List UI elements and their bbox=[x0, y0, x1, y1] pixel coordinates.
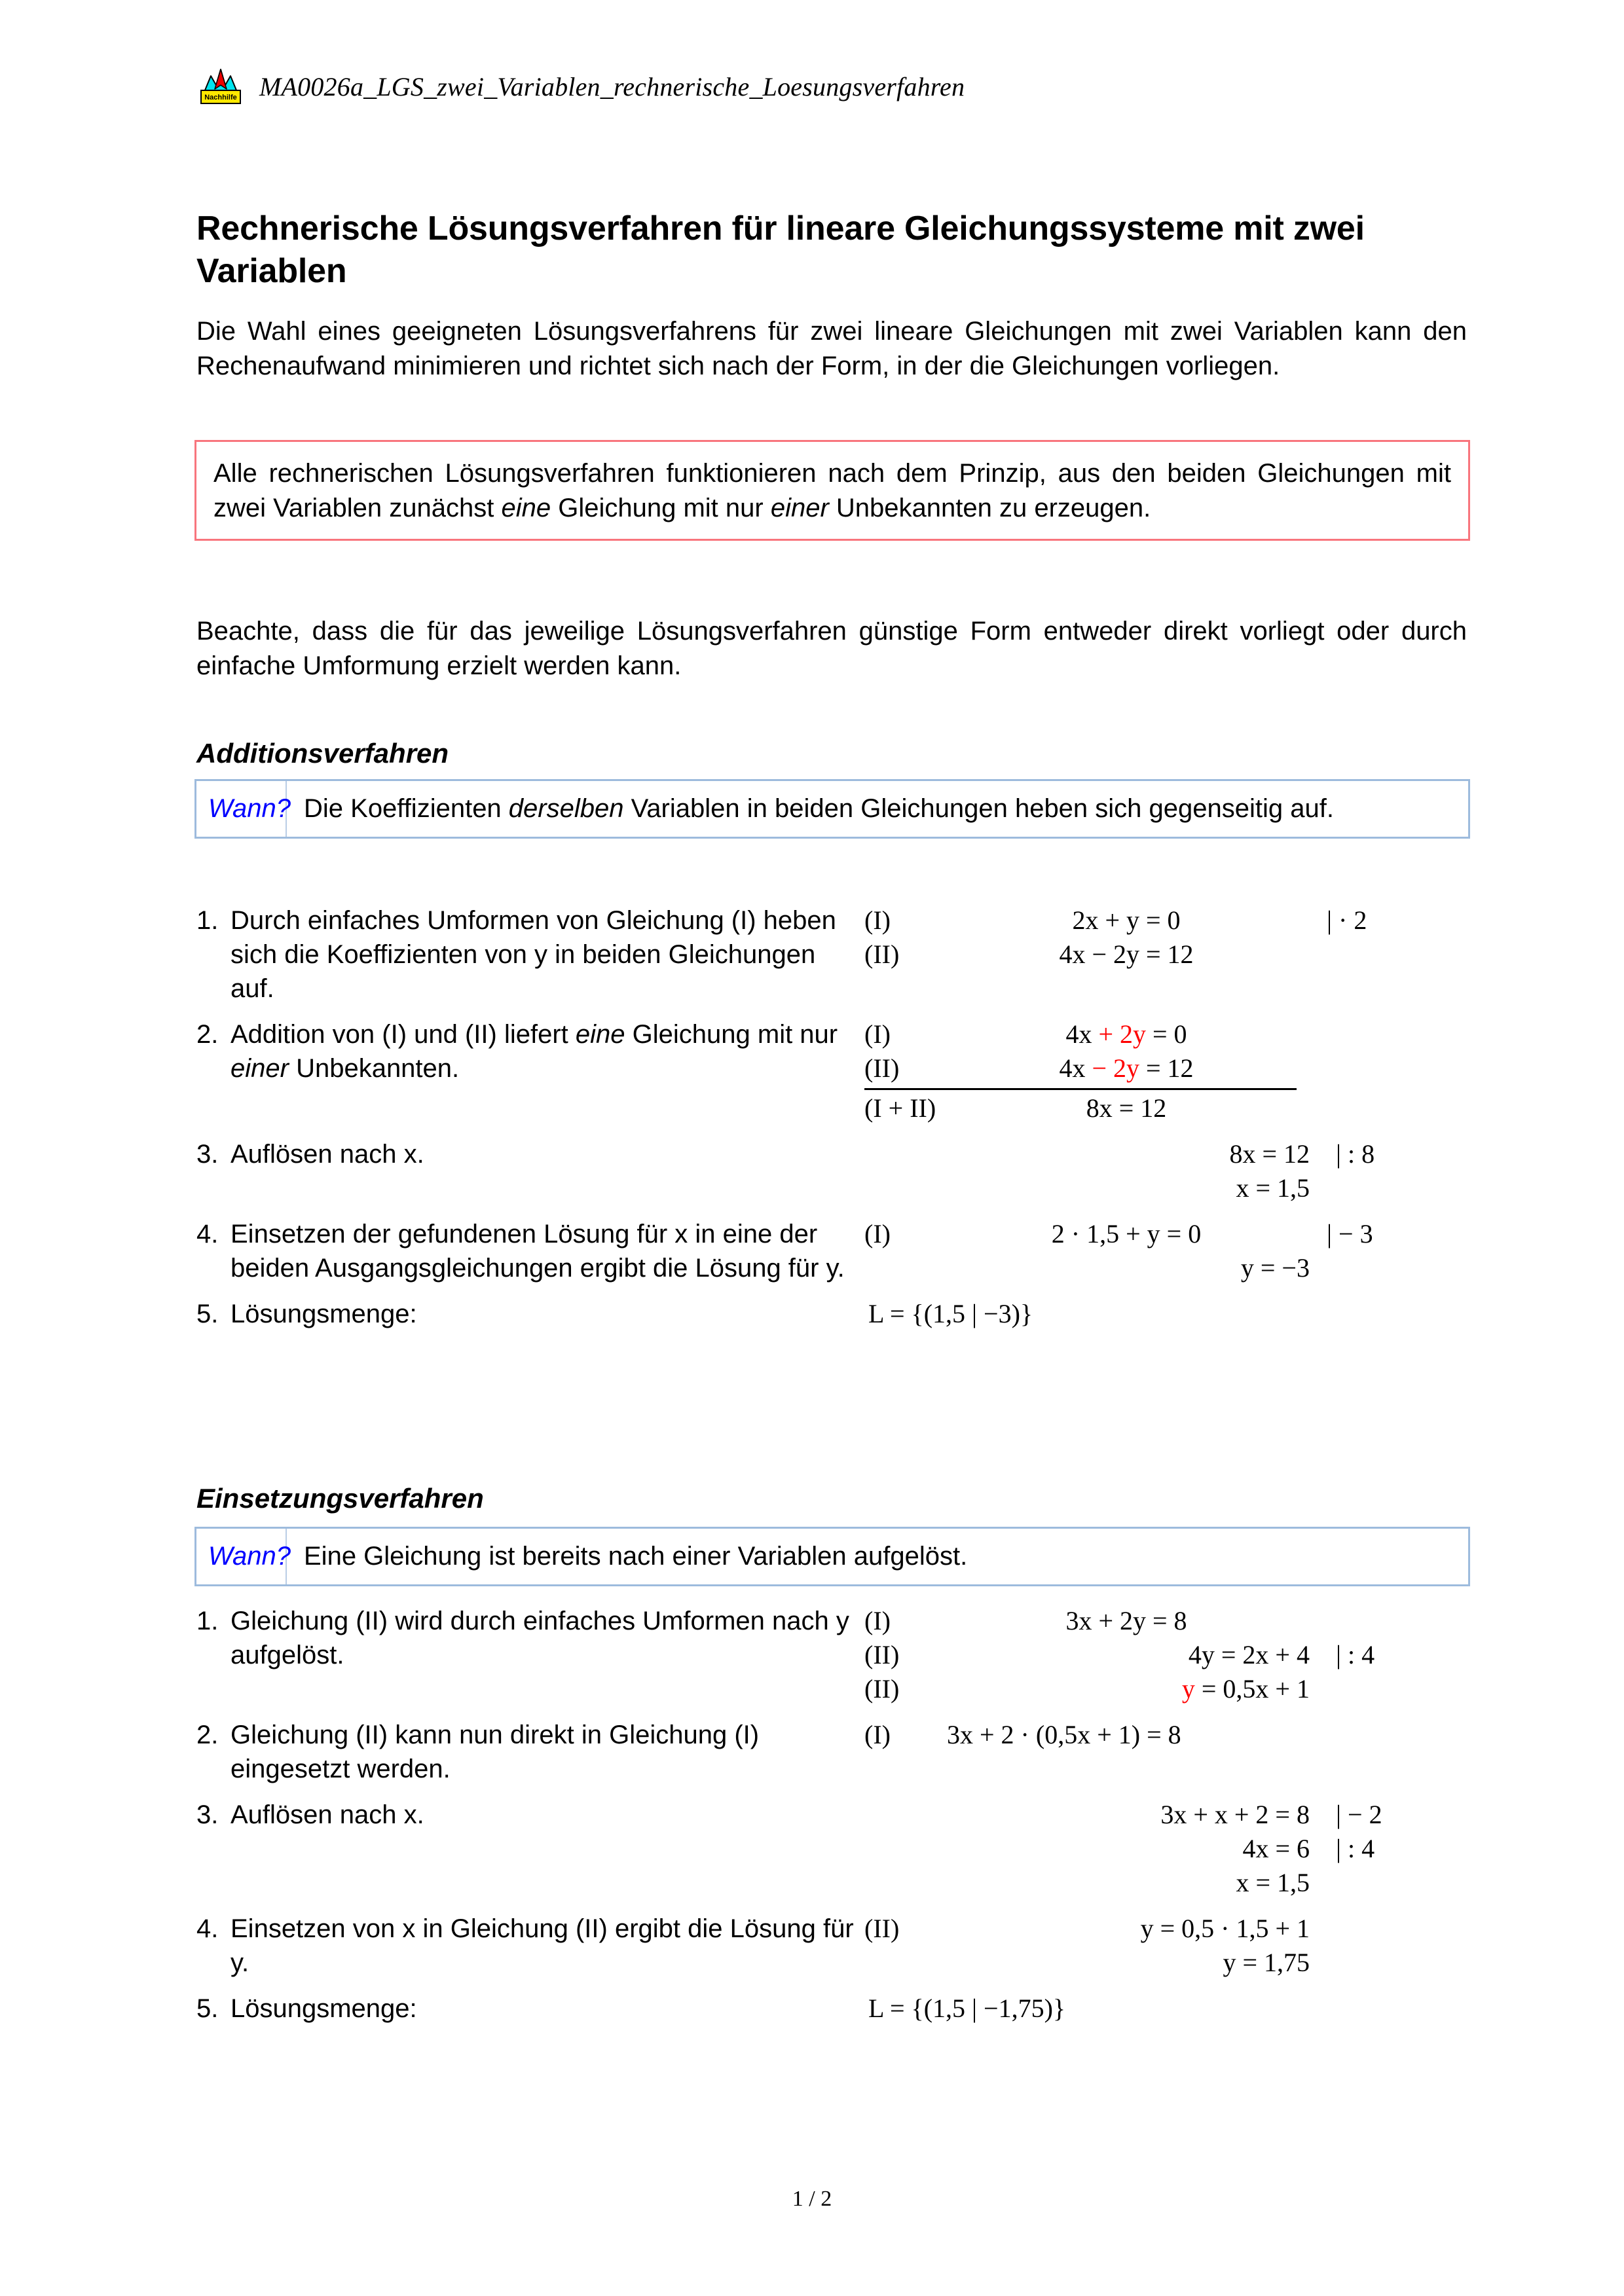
equation-part-red: − 2y bbox=[1092, 1053, 1139, 1083]
equation-part-black2: = 12 bbox=[1139, 1053, 1194, 1083]
beachte-paragraph: Beachte, dass die für das jeweilige Lösungsverfahren günstige Form entweder direkt vorliegt oder durch einfache Umformung erzielt werden kann. bbox=[196, 617, 1467, 681]
step-text: Lösungsmenge: bbox=[231, 1994, 417, 2023]
math-line bbox=[864, 1798, 1470, 1832]
wann-box-additionsverfahren bbox=[194, 779, 1470, 839]
step-description bbox=[196, 1992, 864, 2026]
math-line bbox=[864, 1171, 1470, 1205]
step-description bbox=[196, 1718, 864, 1786]
step-row bbox=[196, 1912, 1470, 1980]
equation-body: 3x + 2 · (0,5x + 1) = 8 bbox=[947, 1720, 1181, 1749]
equation-body: 4y = 2x + 4 bbox=[1188, 1640, 1310, 1669]
step-row bbox=[196, 1604, 1470, 1706]
equation-tag: (I) bbox=[864, 1219, 891, 1248]
step-text: Gleichung (II) kann nun direkt in Gleichung (I) eingesetzt werden. bbox=[231, 1721, 760, 1783]
section-heading-additionsverfahren: Additionsverfahren bbox=[196, 737, 449, 769]
nachhilfe-logo-icon bbox=[196, 65, 245, 107]
math-line bbox=[864, 1992, 1470, 2026]
wann-text-cell-additionsverfahren bbox=[287, 781, 1468, 837]
step-row bbox=[196, 1718, 1470, 1786]
step-description bbox=[196, 1017, 864, 1085]
step-text: Lösungsmenge: bbox=[231, 1300, 417, 1328]
equation-body: 2 · 1,5 + y = 0 bbox=[1051, 1219, 1202, 1248]
steps-list-einsetzungsverfahren bbox=[196, 1604, 1470, 2026]
math-line bbox=[864, 1912, 1470, 1946]
equation-annotation: | · 2 bbox=[1327, 905, 1367, 935]
solution-set: L = {(1,5 | −3)} bbox=[868, 1299, 1033, 1328]
step-number: 5. bbox=[196, 1300, 219, 1328]
equation-body: x = 1,5 bbox=[1236, 1868, 1310, 1897]
wann-text-emphasis: derselben bbox=[508, 794, 624, 823]
wann-text-part2: Variablen in beiden Gleichungen heben sich gegenseitig auf. bbox=[623, 794, 1334, 823]
step-description bbox=[196, 1297, 864, 1331]
math-line bbox=[864, 1718, 1470, 1752]
math-line bbox=[864, 1091, 1470, 1125]
math-line bbox=[864, 1297, 1470, 1331]
spacer bbox=[196, 1006, 1470, 1017]
equation-annotation: | − 3 bbox=[1327, 1219, 1373, 1248]
spacer bbox=[196, 1285, 1470, 1297]
equation-body: 8x = 12 bbox=[1229, 1139, 1310, 1169]
step-row bbox=[196, 903, 1470, 1006]
equation-tag: (I) bbox=[864, 1606, 891, 1635]
equation-tag: (I + II) bbox=[864, 1093, 936, 1123]
step-description bbox=[196, 1604, 864, 1672]
wann-text-additionsverfahren bbox=[304, 792, 1455, 826]
math-line bbox=[864, 1137, 1470, 1171]
step-description bbox=[196, 1798, 864, 1832]
step-row bbox=[196, 1137, 1470, 1205]
step-math bbox=[864, 1912, 1470, 1980]
step-text-part1: Addition von (I) und (II) liefert bbox=[231, 1020, 576, 1049]
principle-text-part2: Gleichung mit nur bbox=[551, 494, 771, 523]
principle-emphasis-einer: einer bbox=[770, 494, 829, 523]
equation-body: y = −3 bbox=[1240, 1253, 1310, 1283]
step-number: 1. bbox=[196, 906, 219, 935]
equation-body: y = 1,75 bbox=[1223, 1948, 1310, 1977]
math-line bbox=[864, 938, 1470, 972]
math-line bbox=[864, 1832, 1470, 1866]
step-math bbox=[864, 1017, 1470, 1125]
step-description bbox=[196, 1912, 864, 1980]
math-line bbox=[864, 1638, 1470, 1672]
equation-part-red: + 2y bbox=[1098, 1019, 1146, 1049]
step-math bbox=[864, 1137, 1470, 1205]
step-description bbox=[196, 1137, 864, 1171]
equation-tag: (II) bbox=[864, 1674, 900, 1704]
step-number: 1. bbox=[196, 1607, 219, 1635]
math-line bbox=[864, 1051, 1470, 1085]
math-line bbox=[864, 1946, 1470, 1980]
equation-tag: (II) bbox=[864, 939, 900, 969]
math-line bbox=[864, 1672, 1470, 1706]
step-math bbox=[864, 1604, 1470, 1706]
equation-annotation: | : 4 bbox=[1336, 1834, 1375, 1863]
step-text bbox=[231, 1017, 864, 1085]
wann-text-einsetzungsverfahren: Eine Gleichung ist bereits nach einer Variablen aufgelöst. bbox=[304, 1542, 968, 1571]
spacer bbox=[196, 1980, 1470, 1992]
equation-annotation: | − 2 bbox=[1336, 1800, 1382, 1829]
step-text-part3: Unbekannten. bbox=[288, 1054, 460, 1083]
principle-text bbox=[213, 456, 1451, 526]
step-math bbox=[864, 1217, 1470, 1285]
step-row bbox=[196, 1798, 1470, 1900]
step-number: 5. bbox=[196, 1994, 219, 2023]
spacer bbox=[196, 1205, 1470, 1217]
spacer bbox=[196, 1900, 1470, 1912]
equation-annotation: | : 8 bbox=[1336, 1139, 1375, 1169]
step-number: 2. bbox=[196, 1020, 219, 1049]
step-row bbox=[196, 1297, 1470, 1331]
equation-tag: (II) bbox=[864, 1640, 900, 1669]
step-text-part2: Gleichung mit nur bbox=[625, 1020, 838, 1049]
step-description bbox=[196, 903, 864, 1006]
math-line bbox=[864, 1017, 1470, 1051]
wann-box-einsetzungsverfahren bbox=[194, 1527, 1470, 1586]
wann-label-einsetzungsverfahren: Wann? bbox=[208, 1542, 291, 1571]
principle-emphasis-eine: eine bbox=[501, 494, 551, 523]
wann-label-additionsverfahren: Wann? bbox=[208, 794, 291, 824]
wann-label-cell-einsetzungsverfahren bbox=[196, 1529, 291, 1584]
principle-callout-box bbox=[194, 440, 1470, 541]
step-row bbox=[196, 1017, 1470, 1125]
equation-body: 8x = 12 bbox=[1086, 1093, 1167, 1123]
equation-body: 3x + 2y = 8 bbox=[1065, 1606, 1187, 1635]
equation-part-black2: = 0,5x + 1 bbox=[1194, 1674, 1310, 1704]
step-text: Auflösen nach x. bbox=[231, 1800, 424, 1829]
step-text: Auflösen nach x. bbox=[231, 1140, 424, 1169]
step-number: 2. bbox=[196, 1721, 219, 1749]
document-header bbox=[196, 65, 965, 107]
principle-text-part3: Unbekannten zu erzeugen. bbox=[828, 494, 1151, 523]
equation-annotation: | : 4 bbox=[1336, 1640, 1375, 1669]
equation-body: 4x = 6 bbox=[1242, 1834, 1310, 1863]
equation-body: 3x + x + 2 = 8 bbox=[1160, 1800, 1310, 1829]
step-math bbox=[864, 1992, 1470, 2026]
equation-body: 4x − 2y = 12 bbox=[1059, 939, 1194, 969]
spacer bbox=[196, 1706, 1470, 1718]
page-number: 1 / 2 bbox=[792, 2187, 832, 2211]
equation-tag: (II) bbox=[864, 1914, 900, 1943]
equation-body: x = 1,5 bbox=[1236, 1173, 1310, 1203]
equation-part-black: 4x bbox=[1065, 1019, 1099, 1049]
equation-body bbox=[943, 1051, 1310, 1085]
page-footer bbox=[0, 2187, 1624, 2212]
equation-body: y = 0,5 · 1,5 + 1 bbox=[1140, 1914, 1310, 1943]
step-row bbox=[196, 1992, 1470, 2026]
steps-list-additionsverfahren bbox=[196, 903, 1470, 1331]
header-filename: MA0026a_LGS_zwei_Variablen_rechnerische_Loesungsverfahren bbox=[259, 71, 965, 101]
equation-part-black: 4x bbox=[1059, 1053, 1092, 1083]
wann-text-part1: Die Koeffizienten bbox=[304, 794, 509, 823]
equation-body: 2x + y = 0 bbox=[1072, 905, 1181, 935]
spacer bbox=[196, 1786, 1470, 1798]
equation-part-red: y bbox=[1181, 1674, 1195, 1704]
equation-part-black2: = 0 bbox=[1146, 1019, 1187, 1049]
wann-text-cell-einsetzungsverfahren bbox=[287, 1529, 1468, 1584]
step-number: 3. bbox=[196, 1800, 219, 1829]
step-text-emphasis-einer: einer bbox=[231, 1054, 289, 1083]
sum-rule-divider bbox=[864, 1088, 1297, 1090]
section-heading-einsetzungsverfahren: Einsetzungsverfahren bbox=[196, 1482, 484, 1514]
step-math bbox=[864, 1798, 1470, 1900]
step-number: 3. bbox=[196, 1140, 219, 1169]
math-line bbox=[864, 903, 1470, 938]
math-line bbox=[864, 1251, 1470, 1285]
step-number: 4. bbox=[196, 1914, 219, 1943]
principle-text-part1: Alle rechnerischen Lösungsverfahren funktionieren nach dem Prinzip, aus den beiden Gleichungen mit zwei Variablen zunächst bbox=[213, 459, 1451, 523]
step-text: Durch einfaches Umformen von Gleichung (I) heben sich die Koeffizienten von y in beiden Gleichungen auf. bbox=[231, 906, 836, 1003]
equation-tag: (I) bbox=[864, 1720, 891, 1749]
spacer bbox=[196, 1125, 1470, 1137]
step-math bbox=[864, 1297, 1470, 1331]
equation-body bbox=[943, 1672, 1319, 1706]
math-line bbox=[864, 1604, 1470, 1638]
intro-paragraph: Die Wahl eines geeigneten Lösungsverfahrens für zwei lineare Gleichungen mit zwei Variablen kann den Rechenaufwand minimieren und richtet sich nach der Form, in der die Gleichungen vorliegen. bbox=[196, 317, 1467, 381]
step-number: 4. bbox=[196, 1220, 219, 1248]
svg-text:Nachhilfe: Nachhilfe bbox=[204, 94, 237, 101]
step-description bbox=[196, 1217, 864, 1285]
equation-tag: (II) bbox=[864, 1053, 900, 1083]
step-math bbox=[864, 1718, 1470, 1752]
equation-tag: (I) bbox=[864, 1019, 891, 1049]
step-text: Einsetzen von x in Gleichung (II) ergibt die Lösung für y. bbox=[231, 1914, 854, 1977]
math-line bbox=[864, 1217, 1470, 1251]
equation-body bbox=[943, 1017, 1310, 1051]
step-text: Einsetzen der gefundenen Lösung für x in eine der beiden Ausgangsgleichungen ergibt die Lösung für y. bbox=[231, 1220, 845, 1283]
step-math bbox=[864, 903, 1470, 972]
step-text: Gleichung (II) wird durch einfaches Umformen nach y aufgelöst. bbox=[231, 1607, 849, 1669]
equation-tag: (I) bbox=[864, 905, 891, 935]
step-text-emphasis-eine: eine bbox=[575, 1020, 625, 1049]
page-title: Rechnerische Lösungsverfahren für lineare Gleichungssysteme mit zwei Variablen bbox=[196, 209, 1365, 291]
solution-set: L = {(1,5 | −1,75)} bbox=[868, 1994, 1066, 2023]
math-line bbox=[864, 1866, 1470, 1900]
step-row bbox=[196, 1217, 1470, 1285]
wann-label-cell-additionsverfahren bbox=[196, 781, 291, 837]
